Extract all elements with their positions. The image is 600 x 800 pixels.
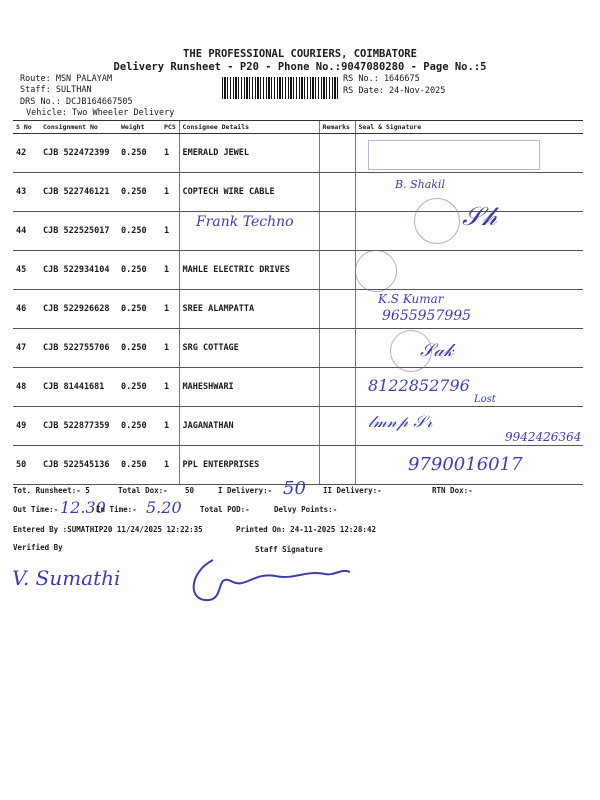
table-row: [13, 407, 583, 446]
cell-remarks: [319, 446, 355, 485]
handwritten-note: Lost: [474, 394, 496, 405]
handwritten-signature: 𝓁𝓂𝓃𝓅 𝒮𝓇: [368, 412, 433, 431]
table-header: [13, 121, 583, 134]
cell-consignee: MAHLE ELECTRIC DRIVES: [179, 251, 319, 290]
staff-label: Staff: SULTHAN: [20, 85, 92, 95]
company-title: THE PROFESSIONAL COURIERS, COIMBATORE: [183, 48, 417, 60]
cell-consignee: SRG COTTAGE: [179, 329, 319, 368]
cell-weight: 0.250: [118, 290, 161, 329]
cell-weight: 0.250: [118, 251, 161, 290]
table-row: [13, 212, 583, 251]
cell-consignment: CJB 522545136: [40, 446, 118, 485]
handwritten-in-time: 5.20: [146, 498, 182, 517]
cell-sno: 47: [13, 329, 40, 368]
col-consignment: Consignment No: [40, 121, 118, 134]
cell-pcs: 1: [161, 134, 179, 173]
handwritten-phone: 9790016017: [408, 454, 523, 475]
total-pod-label: Total POD:-: [200, 505, 250, 514]
handwritten-signature: 𝒮𝒽: [462, 202, 498, 232]
runsheet-table: [13, 120, 583, 485]
col-remarks: Remarks: [319, 121, 355, 134]
cell-weight: 0.250: [118, 173, 161, 212]
cell-remarks: [319, 251, 355, 290]
printed-on: Printed On: 24-11-2025 12:28:42: [236, 525, 376, 534]
cell-pcs: 1: [161, 368, 179, 407]
cell-sno: 44: [13, 212, 40, 251]
handwritten-name: K.S Kumar: [378, 292, 444, 306]
cell-pcs: 1: [161, 173, 179, 212]
cell-weight: 0.250: [118, 329, 161, 368]
cell-weight: 0.250: [118, 212, 161, 251]
cell-sno: 42: [13, 134, 40, 173]
vehicle-label: Vehicle: Two Wheeler Delivery: [26, 108, 175, 118]
handwritten-phone: 8122852796: [368, 376, 470, 395]
cell-remarks: [319, 290, 355, 329]
company-seal-stamp: [368, 140, 540, 170]
verified-signature: V. Sumathi: [12, 566, 121, 590]
cell-consignee: COPTECH WIRE CABLE: [179, 173, 319, 212]
cell-sno: 46: [13, 290, 40, 329]
cell-remarks: [319, 407, 355, 446]
runsheet-subtitle: Delivery Runsheet - P20 - Phone No.:9047080280 - Page No.:5: [113, 61, 487, 73]
table-row: [13, 290, 583, 329]
cell-consignment: CJB 81441681: [40, 368, 118, 407]
delvy-points-label: Delvy Points:-: [274, 505, 338, 514]
in-time-label: In Time:-: [96, 505, 137, 514]
i-delivery-label: I Delivery:-: [218, 486, 273, 495]
route-label: Route: MSN PALAYAM: [20, 74, 113, 84]
cell-consignee: EMERALD JEWEL: [179, 134, 319, 173]
cell-pcs: 1: [161, 446, 179, 485]
handwritten-consignee: Frank Techno: [196, 214, 294, 230]
cell-consignee: PPL ENTERPRISES: [179, 446, 319, 485]
col-consignee: Consignee Details: [179, 121, 319, 134]
cell-consignee: SREE ALAMPATTA: [179, 290, 319, 329]
cell-weight: 0.250: [118, 446, 161, 485]
total-dox-label: Total Dox:-: [118, 486, 168, 495]
handwritten-phone: 9942426364: [505, 430, 582, 444]
staff-signature-label: Staff Signature: [255, 545, 323, 554]
cell-pcs: 1: [161, 290, 179, 329]
ii-delivery-label: II Delivery:-: [323, 486, 382, 495]
col-pcs: PCS: [161, 121, 179, 134]
round-seal-stamp: [355, 250, 397, 292]
col-seal-signature: Seal & Signature: [355, 121, 583, 134]
cell-sno: 49: [13, 407, 40, 446]
cell-pcs: 1: [161, 407, 179, 446]
cell-consignment: CJB 522934104: [40, 251, 118, 290]
handwritten-signature: B. Shakil: [395, 178, 445, 191]
cell-sno: 45: [13, 251, 40, 290]
table-row: [13, 368, 583, 407]
handwritten-out-time: 12.30: [60, 498, 106, 517]
rs-number: RS No.: 1646675: [343, 74, 420, 84]
table-row: [13, 173, 583, 212]
cell-consignment: CJB 522525017: [40, 212, 118, 251]
table-row: [13, 329, 583, 368]
rtn-dox-label: RTN Dox:-: [432, 486, 473, 495]
cell-consignee: MAHESHWARI: [179, 368, 319, 407]
cell-weight: 0.250: [118, 368, 161, 407]
cell-sno: 50: [13, 446, 40, 485]
handwritten-phone: 9655957995: [382, 308, 472, 324]
total-dox-value: 50: [185, 486, 195, 495]
cell-weight: 0.250: [118, 407, 161, 446]
handwritten-i-delivery: 50: [283, 478, 306, 499]
cell-pcs: 1: [161, 251, 179, 290]
staff-signature-scribble: [185, 552, 355, 608]
handwritten-signature: 𝒮𝒶𝓀: [420, 340, 454, 361]
entered-by: Entered By :SUMATHIP20 11/24/2025 12:22:35: [13, 525, 203, 534]
cell-remarks: [319, 173, 355, 212]
table-row: [13, 251, 583, 290]
out-time-label: Out Time:-: [13, 505, 59, 514]
rs-date: RS Date: 24-Nov-2025: [343, 86, 446, 96]
cell-weight: 0.250: [118, 134, 161, 173]
cell-remarks: [319, 134, 355, 173]
verified-by-label: Verified By: [13, 543, 63, 552]
col-sno: S No: [13, 121, 40, 134]
cell-consignment: CJB 522755706: [40, 329, 118, 368]
cell-pcs: 1: [161, 329, 179, 368]
cell-sno: 43: [13, 173, 40, 212]
cell-consignee: JAGANATHAN: [179, 407, 319, 446]
cell-sno: 48: [13, 368, 40, 407]
drs-number: DRS No.: DCJB164667505: [20, 97, 133, 107]
cell-consignment: CJB 522926628: [40, 290, 118, 329]
cell-remarks: [319, 212, 355, 251]
cell-consignment: CJB 522746121: [40, 173, 118, 212]
cell-pcs: 1: [161, 212, 179, 251]
cell-remarks: [319, 329, 355, 368]
cell-consignment: CJB 522877359: [40, 407, 118, 446]
cell-consignment: CJB 522472399: [40, 134, 118, 173]
col-weight: Weight: [118, 121, 161, 134]
cell-remarks: [319, 368, 355, 407]
barcode: [222, 77, 340, 99]
tot-runsheet: Tot. Runsheet:- 5: [13, 486, 90, 495]
round-seal-stamp: [414, 198, 460, 244]
